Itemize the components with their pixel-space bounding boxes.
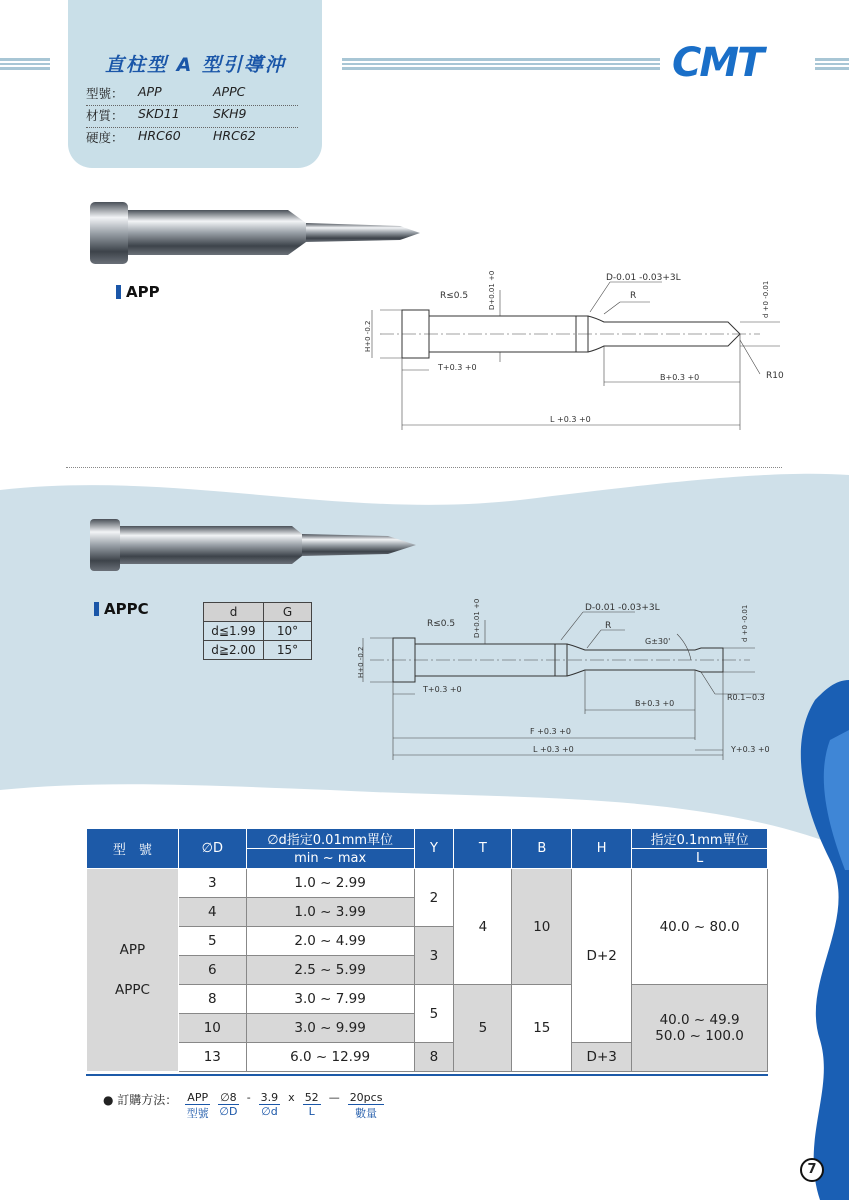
dim-dcap-label: D+0.01 +0 xyxy=(488,270,496,310)
appc-technical-drawing xyxy=(355,590,795,765)
dim-rr-label: R xyxy=(630,291,637,301)
order-caption: L xyxy=(308,1105,315,1118)
cell-T: 4 xyxy=(454,869,512,985)
order-item xyxy=(218,1091,239,1118)
cell-d: 6.0 ~ 12.99 xyxy=(246,1043,414,1072)
dim-b-label: B+0.3 +0 xyxy=(635,699,675,708)
spec-value: SKD11 xyxy=(138,106,180,121)
cell-D: 6 xyxy=(178,956,246,985)
dim-t-label: T+0.3 +0 xyxy=(423,685,462,694)
cell-D: 13 xyxy=(178,1043,246,1072)
spec-value: SKH9 xyxy=(213,106,247,121)
order-caption: 型號 xyxy=(186,1107,209,1120)
dim-f-label: F +0.3 +0 xyxy=(530,727,571,736)
cell-H: D+2 xyxy=(572,869,632,1043)
header-D: ∅D xyxy=(178,829,246,869)
dim-dsmall-label: d +0 -0.01 xyxy=(741,604,749,642)
cell-H: D+3 xyxy=(572,1043,632,1072)
cell-B: 15 xyxy=(512,985,572,1072)
decor-stripes xyxy=(0,58,50,70)
cell-Y: 5 xyxy=(414,985,454,1043)
order-example xyxy=(103,1091,384,1121)
decor-stripes xyxy=(342,58,660,70)
header-H: H xyxy=(572,829,632,869)
header-T: T xyxy=(454,829,512,869)
model-name: APPC xyxy=(114,982,150,998)
dim-g-label: G±30' xyxy=(645,637,671,646)
cell-d: 3.0 ~ 7.99 xyxy=(246,985,414,1014)
order-value: ∅8 xyxy=(220,1091,237,1104)
order-sep: x xyxy=(288,1091,295,1104)
cell-D: 8 xyxy=(178,985,246,1014)
g-table-header: d xyxy=(204,603,264,622)
order-sep: — xyxy=(328,1091,340,1104)
spec-row-material xyxy=(86,106,298,128)
app-technical-drawing xyxy=(360,270,800,440)
header-d: ∅d指定0.01mm單位 xyxy=(246,829,414,849)
section-divider xyxy=(66,467,782,468)
order-item xyxy=(303,1091,321,1118)
section-label-text: APP xyxy=(126,283,160,301)
cell-D: 10 xyxy=(178,1014,246,1043)
cell-L-line: 50.0 ~ 100.0 xyxy=(655,1028,744,1044)
cell-Y: 8 xyxy=(414,1043,454,1072)
dim-l-label: L +0.3 +0 xyxy=(550,415,591,424)
cell-T: 5 xyxy=(454,985,512,1072)
order-value: APP xyxy=(187,1091,209,1104)
spec-label: 材質： xyxy=(86,108,124,123)
dim-h-label: H+0 -0.2 xyxy=(364,320,372,352)
cell-D: 5 xyxy=(178,927,246,956)
table-row xyxy=(87,869,768,898)
spec-row-hardness xyxy=(86,128,298,150)
order-value: 3.9 xyxy=(260,1091,279,1104)
spec-value: APPC xyxy=(213,84,246,99)
spec-value: HRC60 xyxy=(138,128,181,143)
section-label-text: APPC xyxy=(104,600,149,618)
order-label: ● 訂購方法： xyxy=(103,1093,178,1107)
header-L: 指定0.1mm單位 xyxy=(632,829,768,849)
page-title: 直柱型 A 型引導沖 xyxy=(105,54,286,76)
order-item xyxy=(185,1091,210,1121)
dim-b-label: B+0.3 +0 xyxy=(660,373,700,382)
header-Y: Y xyxy=(414,829,454,869)
cell-d: 3.0 ~ 9.99 xyxy=(246,1014,414,1043)
section-label-appc xyxy=(94,600,149,618)
cell-d: 1.0 ~ 3.99 xyxy=(246,898,414,927)
dim-d-tol-label: D-0.01 -0.03+3L xyxy=(585,603,660,613)
cell-Y: 2 xyxy=(414,869,454,927)
page-number: 7 xyxy=(800,1158,824,1182)
order-item xyxy=(247,1091,251,1104)
spec-value: APP xyxy=(138,84,162,99)
header-B: B xyxy=(512,829,572,869)
order-caption: 數量 xyxy=(355,1107,378,1120)
dim-l-label: L +0.3 +0 xyxy=(533,745,574,754)
table-bottom-rule xyxy=(86,1074,768,1076)
g-table-cell: d≧2.00 xyxy=(204,641,264,660)
app-punch-image xyxy=(88,196,428,270)
cell-D: 3 xyxy=(178,869,246,898)
order-item xyxy=(288,1091,295,1104)
cell-Y: 3 xyxy=(414,927,454,985)
g-table-cell: 15° xyxy=(264,641,312,660)
table-row xyxy=(87,985,768,1014)
cell-B: 10 xyxy=(512,869,572,985)
g-table-header: G xyxy=(264,603,312,622)
dim-r-label: R≤0.5 xyxy=(427,619,456,629)
header-L-sub: L xyxy=(632,849,768,869)
section-label-app xyxy=(116,283,160,301)
order-value: 20pcs xyxy=(349,1091,383,1104)
order-value: 52 xyxy=(304,1091,319,1104)
order-sep: - xyxy=(246,1091,251,1104)
g-table-cell: 10° xyxy=(264,622,312,641)
model-cell xyxy=(87,869,179,1072)
cell-L-line: 40.0 ~ 49.9 xyxy=(659,1012,740,1028)
order-caption: ∅d xyxy=(261,1105,278,1118)
order-caption: ∅D xyxy=(219,1105,238,1118)
dim-h-label: H+0 -0.2 xyxy=(357,646,365,678)
order-item xyxy=(348,1091,385,1121)
model-name: APP xyxy=(119,942,146,958)
cell-L xyxy=(632,985,768,1072)
order-item xyxy=(259,1091,281,1118)
decor-stripes xyxy=(815,58,849,70)
dim-t-label: T+0.3 +0 xyxy=(438,363,477,372)
order-item xyxy=(329,1091,340,1104)
spec-row-model xyxy=(86,84,298,106)
spec-label: 硬度： xyxy=(86,130,124,145)
dim-r10-label: R10 xyxy=(766,371,784,381)
appc-punch-image xyxy=(88,515,428,575)
cell-d: 2.5 ~ 5.99 xyxy=(246,956,414,985)
header-d-sub: min ~ max xyxy=(246,849,414,869)
cmt-logo: CMT xyxy=(672,40,763,86)
spec-value: HRC62 xyxy=(213,128,256,143)
spec-table xyxy=(86,828,768,1072)
dim-dsmall-label: d +0 -0.01 xyxy=(762,280,770,318)
header-model: 型 號 xyxy=(87,829,179,869)
cell-d: 1.0 ~ 2.99 xyxy=(246,869,414,898)
dim-r-label: R≤0.5 xyxy=(440,291,469,301)
cell-L: 40.0 ~ 80.0 xyxy=(632,869,768,985)
cell-d: 2.0 ~ 4.99 xyxy=(246,927,414,956)
dim-d-tol-label: D-0.01 -0.03+3L xyxy=(606,273,681,283)
g-angle-table xyxy=(203,602,312,660)
cell-D: 4 xyxy=(178,898,246,927)
g-table-cell: d≦1.99 xyxy=(204,622,264,641)
dim-r-tip-label: R0.1~0.3 xyxy=(727,693,765,702)
dim-rr-label: R xyxy=(605,621,612,631)
dim-y-label: Y+0.3 +0 xyxy=(731,745,770,754)
dim-dcap-label: D+0.01 +0 xyxy=(473,598,481,638)
spec-label: 型號： xyxy=(86,86,124,101)
